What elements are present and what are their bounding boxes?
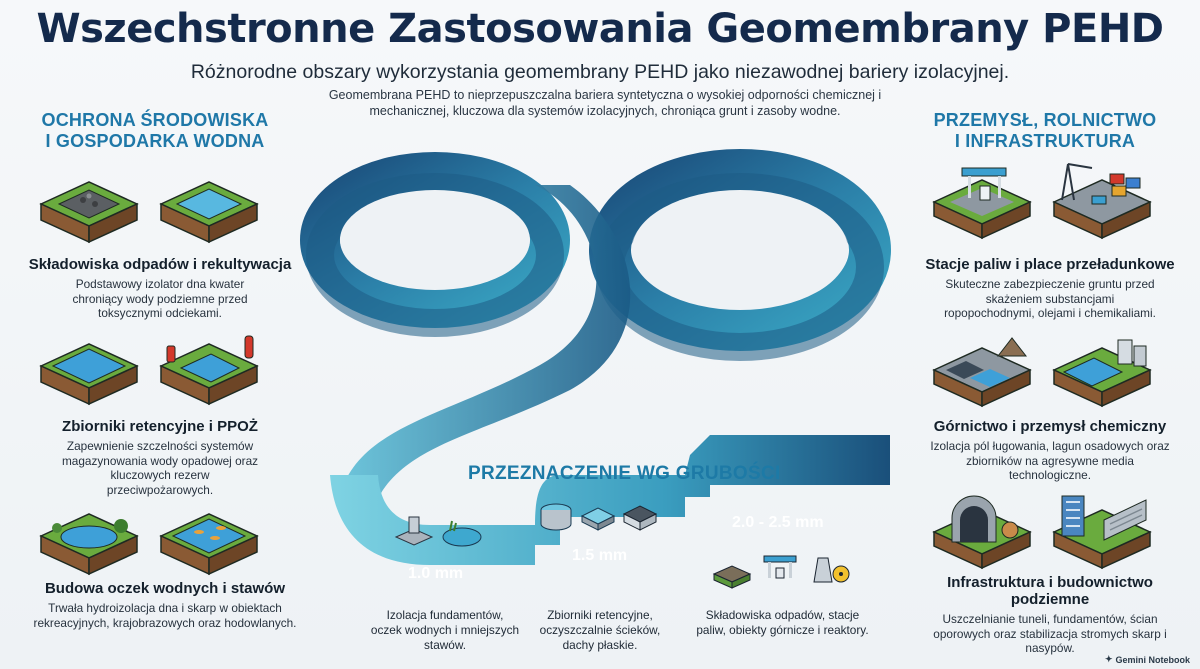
right-item <box>910 418 1190 483</box>
thickness-band-desc: Izolacja fundamentów, oczek wodnych i mniejszych stawów. <box>370 608 520 652</box>
small-pond-icon <box>440 515 484 549</box>
flat-roof-icon <box>622 502 658 532</box>
retention-tank-icon <box>35 330 143 410</box>
item-title-line: podziemne <box>1010 591 1090 608</box>
container-terminal-icon <box>1048 160 1156 240</box>
thickness-band-label: 2.0 - 2.5 mm <box>732 514 824 531</box>
item-title: Składowiska odpadów i rekultywacja <box>28 256 292 273</box>
thickness-title: PRZEZNACZENIE WG GRUBOŚCI <box>468 463 781 484</box>
tank-icon <box>538 502 574 532</box>
item-desc: Skuteczne zabezpieczenie gruntu przed skażeniem substancjami ropopochodnymi, olejami i chemikaliami. <box>944 277 1156 320</box>
item-desc: Izolacja pól ługowania, lagun osadowych oraz zbiorników na agresywne media technologiczne. <box>930 439 1170 482</box>
thickness-band-label: 1.5 mm <box>572 547 628 564</box>
sparkle-icon: ✦ <box>1104 654 1113 664</box>
left-section-title-line: I GOSPODARKA WODNA <box>45 131 265 151</box>
item-desc: Zapewnienie szczelności systemów magazynowania wody opadowej oraz kluczowych rezerw przeciwpożarowych. <box>61 439 259 497</box>
right-section-title-line: I INFRASTRUKTURA <box>954 131 1136 151</box>
left-item <box>20 256 300 321</box>
intro-text: Geomembrana PEHD to nieprzepuszczalna bariera syntetyczna o wysokiej odporności chemicznej i mechanicznej, kluczowa dla systemów izolacyjnych, chroniąca grunt i zasoby wodne. <box>328 88 882 118</box>
thickness-band-desc: Zbiorniki retencyjne, oczyszczalnie ścieków, dachy płaskie. <box>539 608 661 652</box>
item-desc: Podstawowy izolator dna kwater chroniący wody podziemne przed toksycznymi odciekami. <box>72 277 248 320</box>
right-item <box>910 574 1190 656</box>
left-item <box>20 580 310 630</box>
item-title: Górnictwo i przemysł chemiczny <box>933 418 1167 435</box>
retaining-wall-icon <box>1048 490 1156 570</box>
fuel-station-small-icon <box>760 552 800 586</box>
right-item <box>910 256 1190 321</box>
chemical-lagoon-icon <box>1048 330 1156 410</box>
item-title: Stacje paliw i place przeładunkowe <box>925 256 1175 273</box>
reclaimed-basin-icon <box>155 168 263 248</box>
fuel-station-icon <box>928 160 1036 240</box>
page-subtitle: Różnorodne obszary wykorzystania geomembrany PEHD jako niezawodnej bariery izolacyjnej. <box>190 61 1010 83</box>
item-title-line: Infrastruktura i budownictwo <box>947 574 1153 591</box>
landfill-small-icon <box>712 560 752 590</box>
item-title: Budowa oczek wodnych i stawów <box>44 580 286 597</box>
right-section-title-line: PRZEMYSŁ, ROLNICTWO <box>933 110 1157 130</box>
page-title: Wszechstronne Zastosowania Geomembrany PEHD <box>36 6 1164 52</box>
item-title <box>910 574 1190 608</box>
reactor-small-icon <box>808 552 852 586</box>
brand-label: Gemini Notebook <box>1115 654 1190 665</box>
thickness-band-label: 1.0 mm <box>408 565 464 582</box>
item-title: Zbiorniki retencyjne i PPOŻ <box>62 418 258 435</box>
right-section-title <box>915 110 1175 152</box>
left-section-title-line: OCHRONA ŚRODOWISKA <box>41 110 269 130</box>
garden-pond-icon <box>35 500 143 580</box>
landfill-icon <box>35 168 143 248</box>
left-item <box>20 418 300 497</box>
item-desc: Uszczelnianie tuneli, fundamentów, ścian oporowych oraz stabilizacja stromych skarp i nasypów. <box>933 612 1167 655</box>
fire-reservoir-icon <box>155 330 263 410</box>
brand-badge <box>1105 654 1190 665</box>
foundation-icon <box>392 515 436 551</box>
item-desc: Trwała hydroizolacja dna i skarp w obiektach rekreacyjnych, krajobrazowych oraz hodowlanych. <box>33 601 297 630</box>
tunnel-icon <box>928 490 1036 570</box>
left-section-title <box>30 110 280 152</box>
leaching-field-icon <box>928 330 1036 410</box>
fish-pond-icon <box>155 500 263 580</box>
treatment-plant-icon <box>580 502 616 532</box>
thickness-band-desc: Składowiska odpadów, stacje paliw, obiekty górnicze i reaktory. <box>696 608 869 637</box>
